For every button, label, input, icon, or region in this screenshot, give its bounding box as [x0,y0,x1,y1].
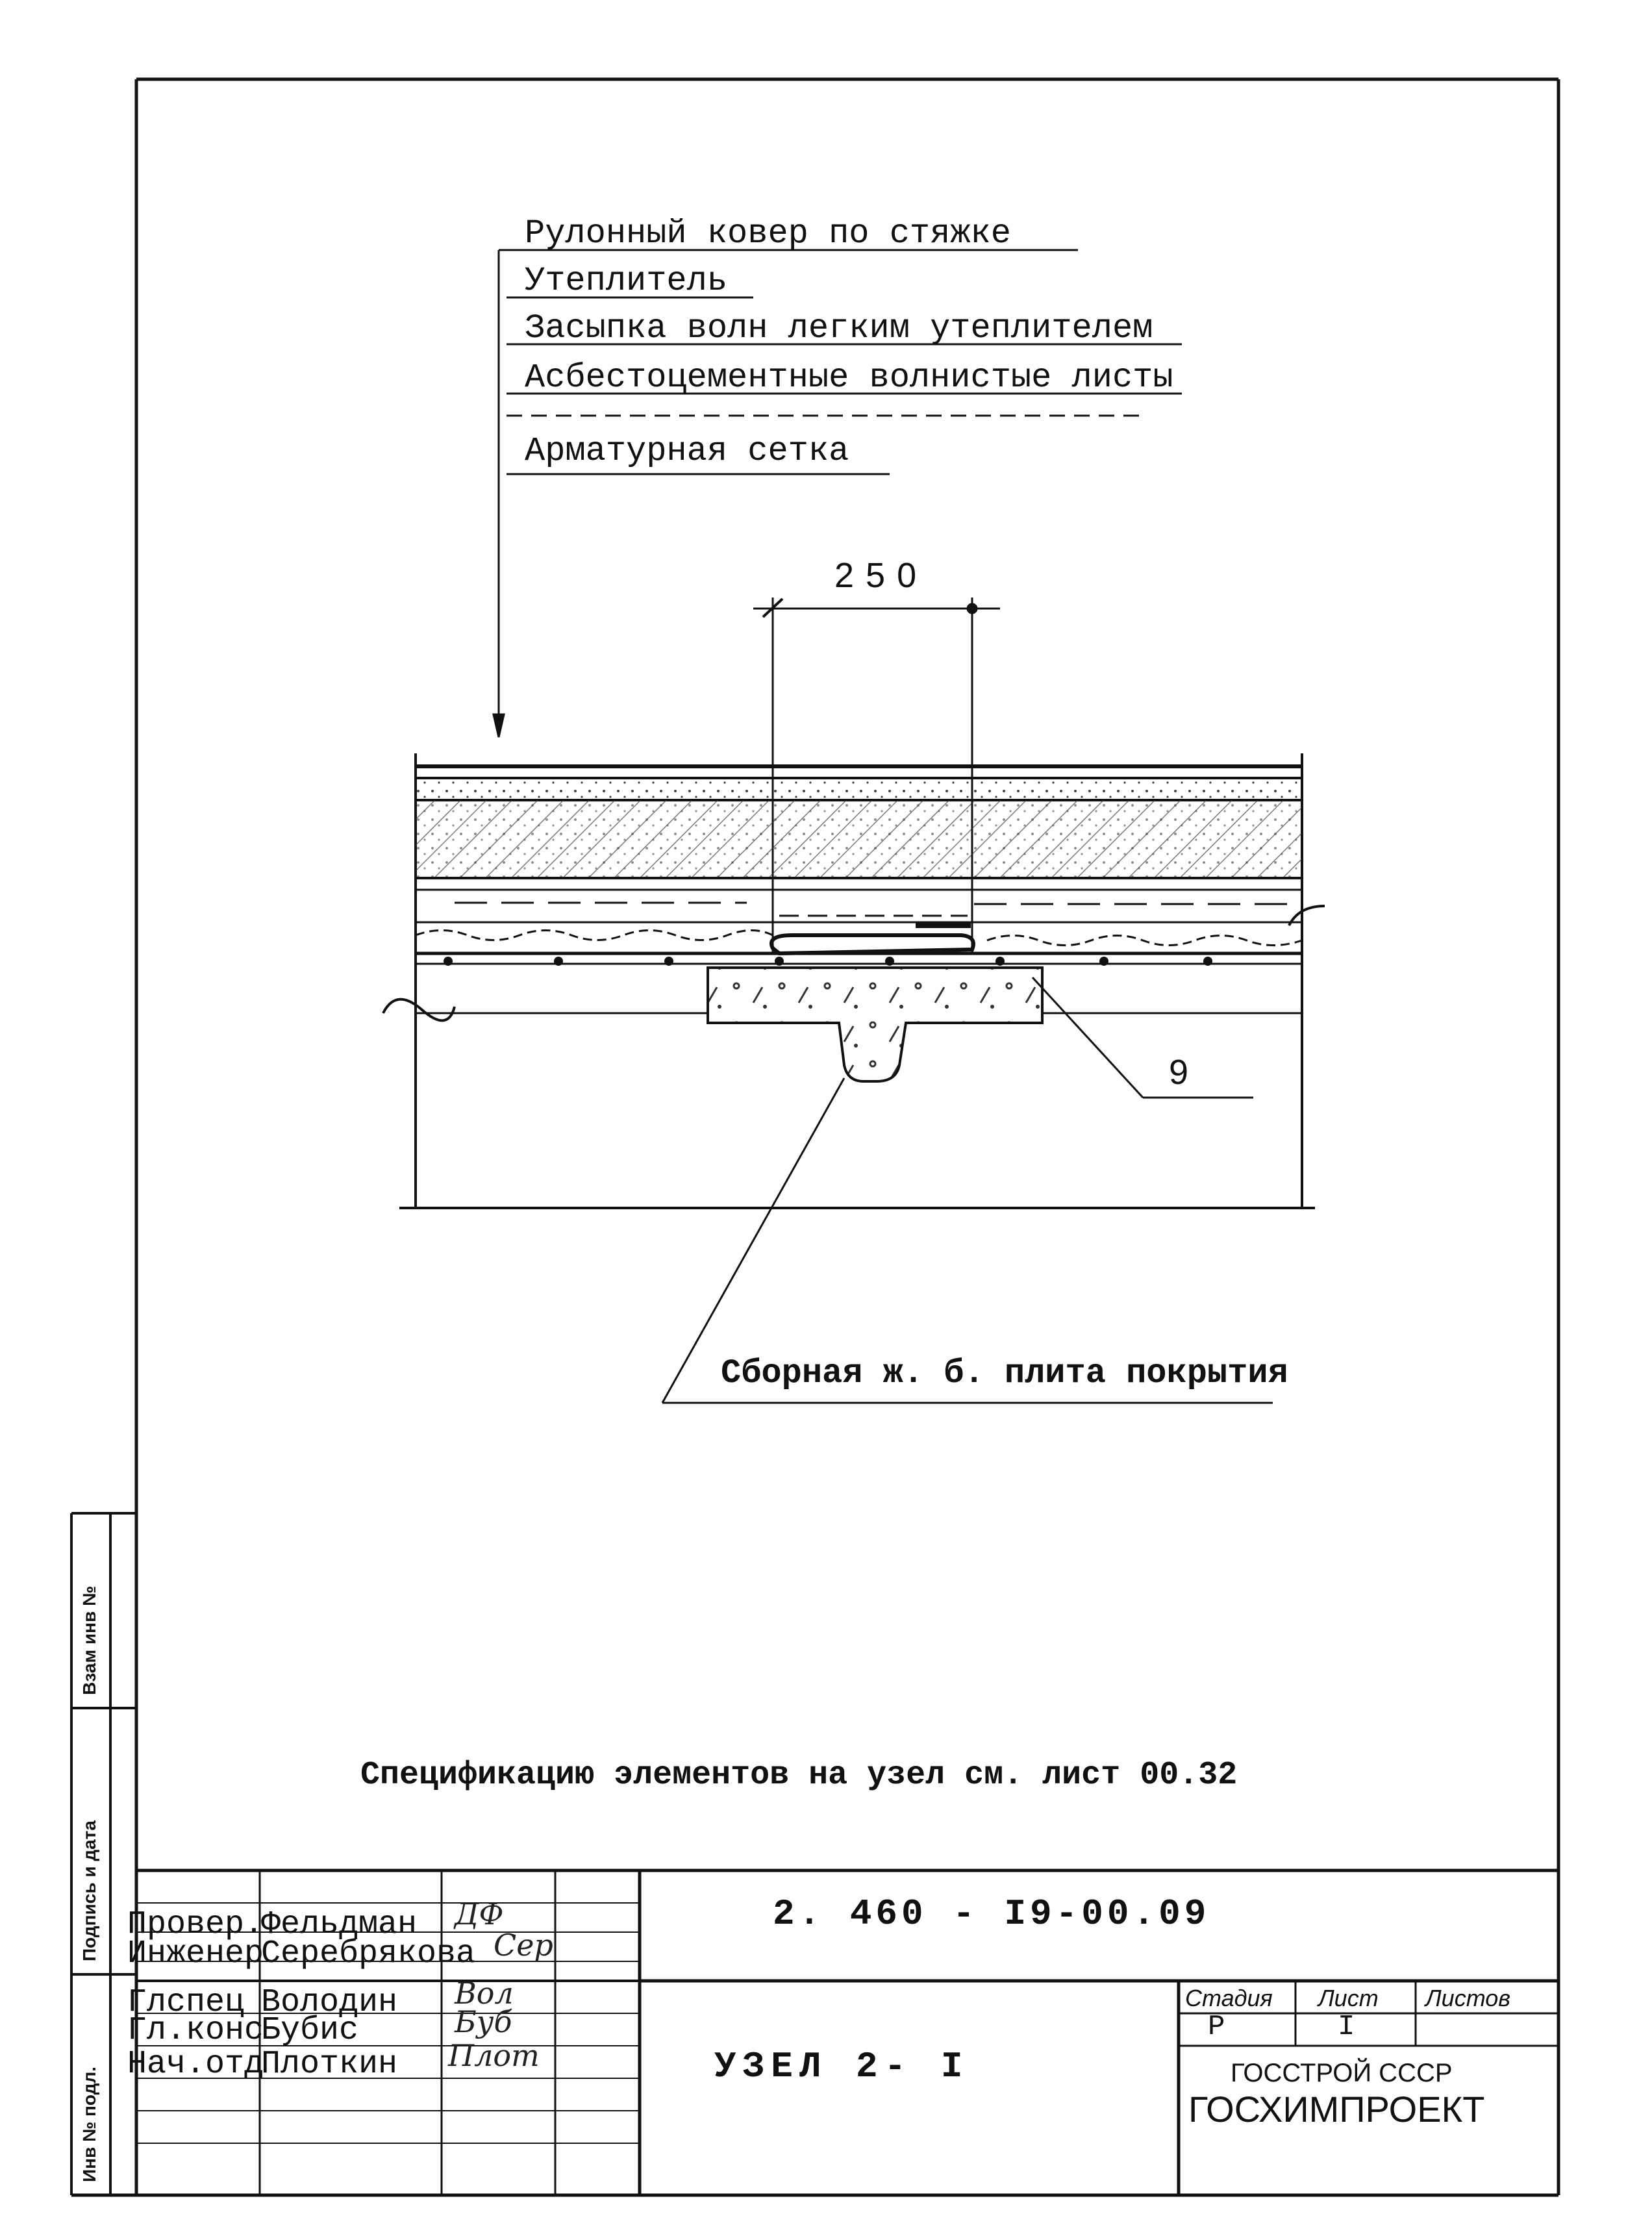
stage-header: Стадия [1185,1985,1273,2011]
callout-number: 9 [1169,1053,1189,1092]
name-chief-specialist: Володин [261,1984,398,2021]
signature-icon: ДФ [455,1896,504,1931]
side-label-inventory-number: Инв № подл. [79,2066,99,2182]
signature-icon: Буб [455,2004,512,2039]
roof-section [383,753,1325,1208]
specification-note: Спецификацию элементов на узел см. лист 00.32 [360,1757,1238,1794]
callout-9-leader [1032,977,1253,1098]
role-department-head: Нач.отд [127,2046,264,2083]
document-code: 2. 460 - I9-00.09 [773,1893,1210,1935]
role-chief-specialist: Глспец [127,1984,245,2021]
layer-label-insulation: Утеплитель [525,262,728,300]
layer-label-roll-covering: Рулонный ковер по стяжке [525,214,1011,253]
stage-value: Р [1208,2011,1225,2043]
org-line-2: ГОСХИМПРОЕКТ [1188,2089,1485,2130]
role-chief-constructor: Гл.конс [127,2012,264,2049]
name-engineer: Серебрякова [261,1935,476,1972]
signature-icon: Сер [494,1928,553,1963]
org-line-1: ГОССТРОЙ СССР [1231,2059,1453,2087]
sheet-header: Лист [1318,1985,1379,2011]
drawing-title: УЗЕЛ 2- I [714,2046,970,2087]
name-chief-constructor: Бубис [261,2012,359,2049]
name-department-head: Плоткин [261,2046,398,2083]
layer-label-mesh: Арматурная сетка [525,432,849,470]
slab-label: Сборная ж. б. плита покрытия [721,1354,1288,1392]
layer-label-asbestos-sheets: Асбестоцементные волнистые листы [525,359,1173,397]
signature-icon: Вол [455,1976,514,2011]
layer-label-backfill: Засыпка волн легким утеплителем [525,309,1153,347]
dimension-text: 250 [834,556,929,595]
sheets-header: Листов [1425,1985,1511,2011]
name-checker: Фельдман [261,1906,418,1943]
sheet-value: I [1338,2011,1355,2043]
side-label-signature-date: Подпись и дата [79,1820,99,1961]
side-label-replacement-inventory: Взам инв № [79,1585,99,1695]
dimension-250 [753,598,1000,955]
signature-icon: Плот [448,2038,540,2073]
role-engineer: Инженер [127,1935,264,1972]
role-checker: Провер. [127,1906,264,1943]
